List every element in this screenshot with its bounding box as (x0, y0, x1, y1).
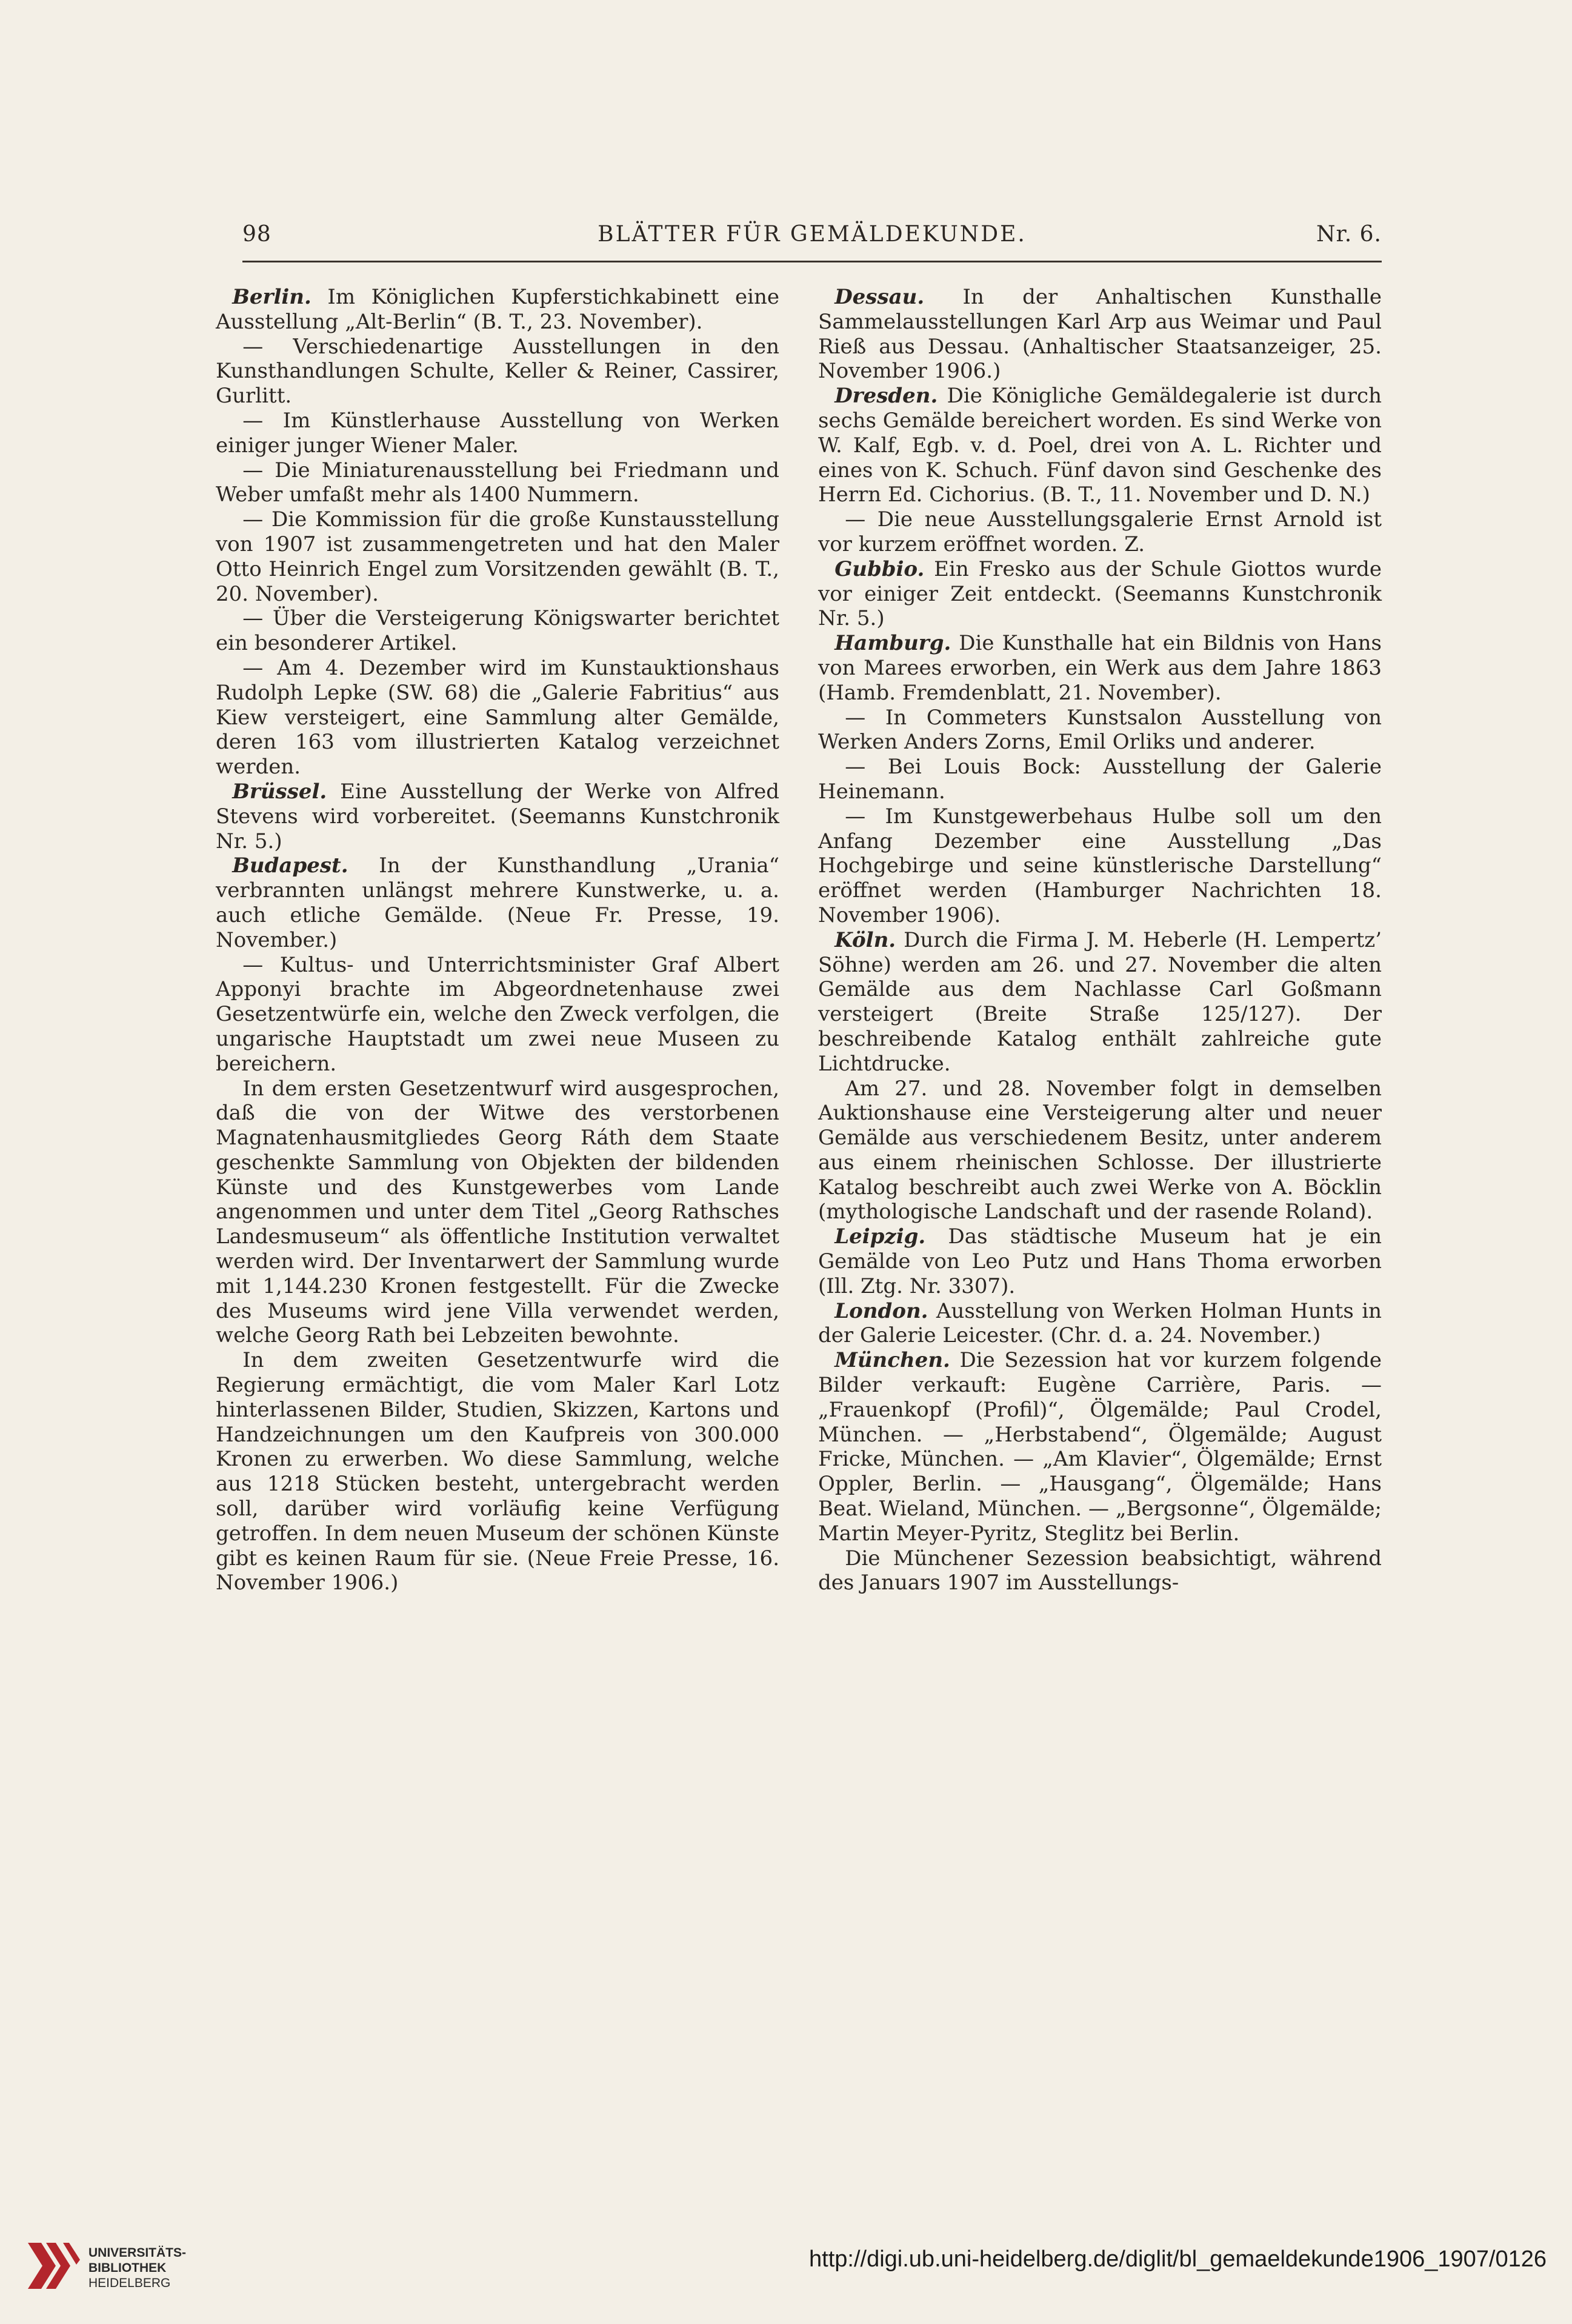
paragraph-text: Ein Fresko aus der Schule Giottos wurde vor einiger Zeit entdeckt. (Seemanns Kunstchronik Nr. 5.) (818, 556, 1382, 631)
paragraph-text: In dem zweiten Gesetzentwurfe wird die Regierung ermächtigt, die vom Maler Karl Lotz hinterlassenen Bilder, Studien, Skizzen, Kartons und Handzeichnungen um den Kaufpreis von 300.000 Kronen zu erwerben. Wo diese Sammlung, welche aus 1218 Stücken besteht, untergebracht werden soll, darüber wird vorläufig keine Verfügung getroffen. In dem neuen Museum der schönen Künste gibt es keinen Raum für sie. (Neue Freie Presse, 16. November 1906.) (216, 1348, 779, 1595)
library-name-line3: HEIDELBERG (88, 2276, 171, 2290)
paragraph-text: — Bei Louis Bock: Ausstellung der Galerie Heinemann. (818, 755, 1382, 804)
paragraph (216, 656, 779, 780)
source-url-link[interactable]: http://digi.ub.uni-heidelberg.de/diglit/bl_gemaeldekunde1906_1907/0126 (809, 2246, 1547, 2272)
paragraph-text: — Am 4. Dezember wird im Kunstauktionshaus Rudolph Lepke (SW. 68) die „Galerie Fabritius“ aus Kiew versteigert, eine Sammlung alter Gemälde, deren 163 vom illustrierten Katalog verzeichnet werden. (216, 655, 779, 780)
paragraph-text: Die Königliche Gemäldegalerie ist durch sechs Gemälde bereichert worden. Es sind Werke von W. Kalf, Egb. v. d. Poel, drei von A. L. Richter und eines von K. Schuch. Fünf davon sind Geschenke des Herrn Ed. Cichorius. (B. T., 11. November und D. N.) (818, 384, 1382, 507)
paragraph-text: Ausstellung von Werken Holman Hunts in der Galerie Leicester. (Chr. d. a. 24. November.) (818, 1298, 1382, 1348)
header-rule (242, 261, 1382, 262)
city-heading: Gubbio. (834, 556, 925, 581)
paragraph (818, 928, 1382, 1077)
paragraph-text: — In Commeters Kunstsalon Ausstellung von Werken Anders Zorns, Emil Orliks und anderer. (818, 705, 1382, 755)
journal-title: BLÄTTER FÜR GEMÄLDEKUNDE. (598, 222, 1027, 247)
paragraph-text: Eine Ausstellung der Werke von Alfred Stevens wird vorbereitet. (Seemanns Kunstchronik Nr. 5.) (216, 779, 779, 853)
paragraph-text: — Im Kunstgewerbehaus Hulbe soll um den Anfang Dezember eine Ausstellung „Das Hochgebirge und seine künstlerische Darstellung“ eröffnet werden (Hamburger Nachrichten 18. November 1906). (818, 804, 1382, 927)
paragraph-text: — Kultus- und Unterrichtsminister Graf Albert Apponyi brachte im Abgeordnetenhause zwei Gesetzentwürfe ein, welche den Zweck verfolgen, die ungarische Hauptstadt um zwei neue Museen zu bereichern. (216, 952, 779, 1076)
paragraph (818, 706, 1382, 755)
issue-number: Nr. 6. (1316, 222, 1382, 247)
paragraph-text: Das städtische Museum hat je ein Gemälde von Leo Putz und Hans Thoma erworben (Ill. Ztg. Nr. 3307). (818, 1224, 1382, 1298)
paragraph (216, 953, 779, 1077)
paragraph-text: Am 27. und 28. November folgt in demselben Auktionshause eine Versteigerung alter und neuer Gemälde aus verschiedenem Besitz, unter anderem aus einem rheinischen Schlosse. Der illustrierte Katalog beschreibt auch zwei Werke von A. Böcklin (mythologische Landschaft und der rasende Roland). (818, 1076, 1382, 1224)
paragraph-text: — Über die Versteigerung Königswarter berichtet ein besonderer Artikel. (216, 606, 779, 656)
paragraph-text: — Die Kommission für die große Kunstausstellung von 1907 ist zusammengetreten und hat den Maler Otto Heinrich Engel zum Vorsitzenden gewählt (B. T., 20. November). (216, 507, 779, 606)
library-name-line2: BIBLIOTHEK (88, 2261, 167, 2275)
paragraph-text: Die Kunsthalle hat ein Bildnis von Hans von Marees erworben, ein Werk aus dem Jahre 1863 (Hamb. Fremdenblatt, 21. November). (818, 631, 1382, 705)
paragraph (818, 384, 1382, 507)
city-heading: Köln. (834, 927, 896, 952)
paragraph (818, 1546, 1382, 1596)
paragraph (818, 557, 1382, 631)
paragraph (216, 409, 779, 458)
paragraph-text: — Im Künstlerhause Ausstellung von Werken einiger junger Wiener Maler. (216, 408, 779, 458)
paragraph-text: Die Münchener Sezession beabsichtigt, während des Januars 1907 im Ausstellungs- (818, 1546, 1382, 1595)
city-heading: Berlin. (232, 285, 311, 309)
paragraph (818, 631, 1382, 705)
page-number: 98 (242, 222, 271, 247)
paragraph (216, 335, 779, 409)
paragraph (216, 285, 779, 335)
paragraph (818, 1224, 1382, 1298)
city-heading: München. (834, 1348, 950, 1373)
paragraph (216, 507, 779, 606)
paragraph (818, 507, 1382, 557)
paragraph-text: — Verschiedenartige Ausstellungen in den Kunsthandlungen Schulte, Keller & Reiner, Cassirer, Gurlitt. (216, 334, 779, 409)
paragraph (818, 1077, 1382, 1225)
city-heading: Leipzig. (834, 1224, 926, 1249)
paragraph (818, 804, 1382, 928)
library-name-line1: UNIVERSITÄTS- (88, 2246, 187, 2260)
right-column (818, 285, 1382, 1595)
paragraph (216, 1348, 779, 1595)
city-heading: London. (834, 1298, 928, 1323)
library-logo[interactable] (25, 2237, 207, 2297)
paragraph-text: — Die Miniaturenausstellung bei Friedmann und Weber umfaßt mehr als 1400 Nummern. (216, 458, 779, 507)
city-heading: Hamburg. (834, 631, 951, 656)
paragraph (216, 606, 779, 656)
running-head (242, 222, 1382, 258)
city-heading: Dresden. (834, 384, 938, 409)
city-heading: Brüssel. (232, 779, 327, 804)
paragraph (818, 1299, 1382, 1349)
paragraph-text: Im Königlichen Kupferstichkabinett eine Ausstellung „Alt-Berlin“ (B. T., 23. November). (216, 285, 779, 334)
left-column (216, 285, 779, 1595)
paragraph (216, 1077, 779, 1349)
paragraph (818, 755, 1382, 804)
paragraph-text: Durch die Firma J. M. Heberle (H. Lempertz’ Söhne) werden am 26. und 27. November die alten Gemälde aus dem Nachlasse Carl Goßmann versteigert (Breite Straße 125/127). Der beschreibende Katalog enthält zahlreiche gute Lichtdrucke. (818, 927, 1382, 1076)
paragraph (818, 1348, 1382, 1546)
paragraph-text: In der Anhaltischen Kunsthalle Sammelausstellungen Karl Arp aus Weimar und Paul Rieß aus Dessau. (Anhaltischer Staatsanzeiger, 25. November 1906.) (818, 285, 1382, 384)
library-name (88, 2245, 186, 2291)
paragraph-text: — Die neue Ausstellungsgalerie Ernst Arnold ist vor kurzem eröffnet worden. Z. (818, 507, 1382, 556)
paragraph (216, 780, 779, 853)
paragraph-text: In der Kunsthandlung „Urania“ verbrannten unlängst mehrere Kunstwerke, u. a. auch etliche Gemälde. (Neue Fr. Presse, 19. November.) (216, 853, 779, 952)
city-heading: Budapest. (232, 853, 348, 878)
paragraph-text: Die Sezession hat vor kurzem folgende Bilder verkauft: Eugène Carrière, Paris. — „Frauenkopf (Profil)“, Ölgemälde; Paul Crodel, München. — „Herbstabend“, Ölgemälde; August Fricke, München. — „Am Klavier“, Ölgemälde; Ernst Oppler, Berlin. — „Hausgang“, Ölgemälde; Hans Beat. Wieland, München. — „Bergsonne“, Ölgemälde; Martin Meyer-Pyritz, Steglitz bei Berlin. (818, 1348, 1382, 1546)
paragraph (216, 853, 779, 952)
city-heading: Dessau. (834, 285, 925, 309)
library-emblem-icon (25, 2242, 81, 2290)
paragraph-text: In dem ersten Gesetzentwurf wird ausgesprochen, daß die von der Witwe des verstorbenen Magnatenhausmitgliedes Georg Ráth dem Staate geschenkte Sammlung von Objekten der bildenden Künste und des Kunstgewerbes vom Lande angenommen und unter dem Titel „Georg Rathsches Landesmuseum“ als öffentliche Institution verwaltet werden wird. Der Inventarwert der Sammlung wurde mit 1,144.230 Kronen festgestellt. Für die Zwecke des Museums wird jene Villa verwendet werden, welche Georg Rath bei Lebzeiten bewohnte. (216, 1076, 779, 1348)
paragraph (216, 458, 779, 508)
paragraph (818, 285, 1382, 384)
